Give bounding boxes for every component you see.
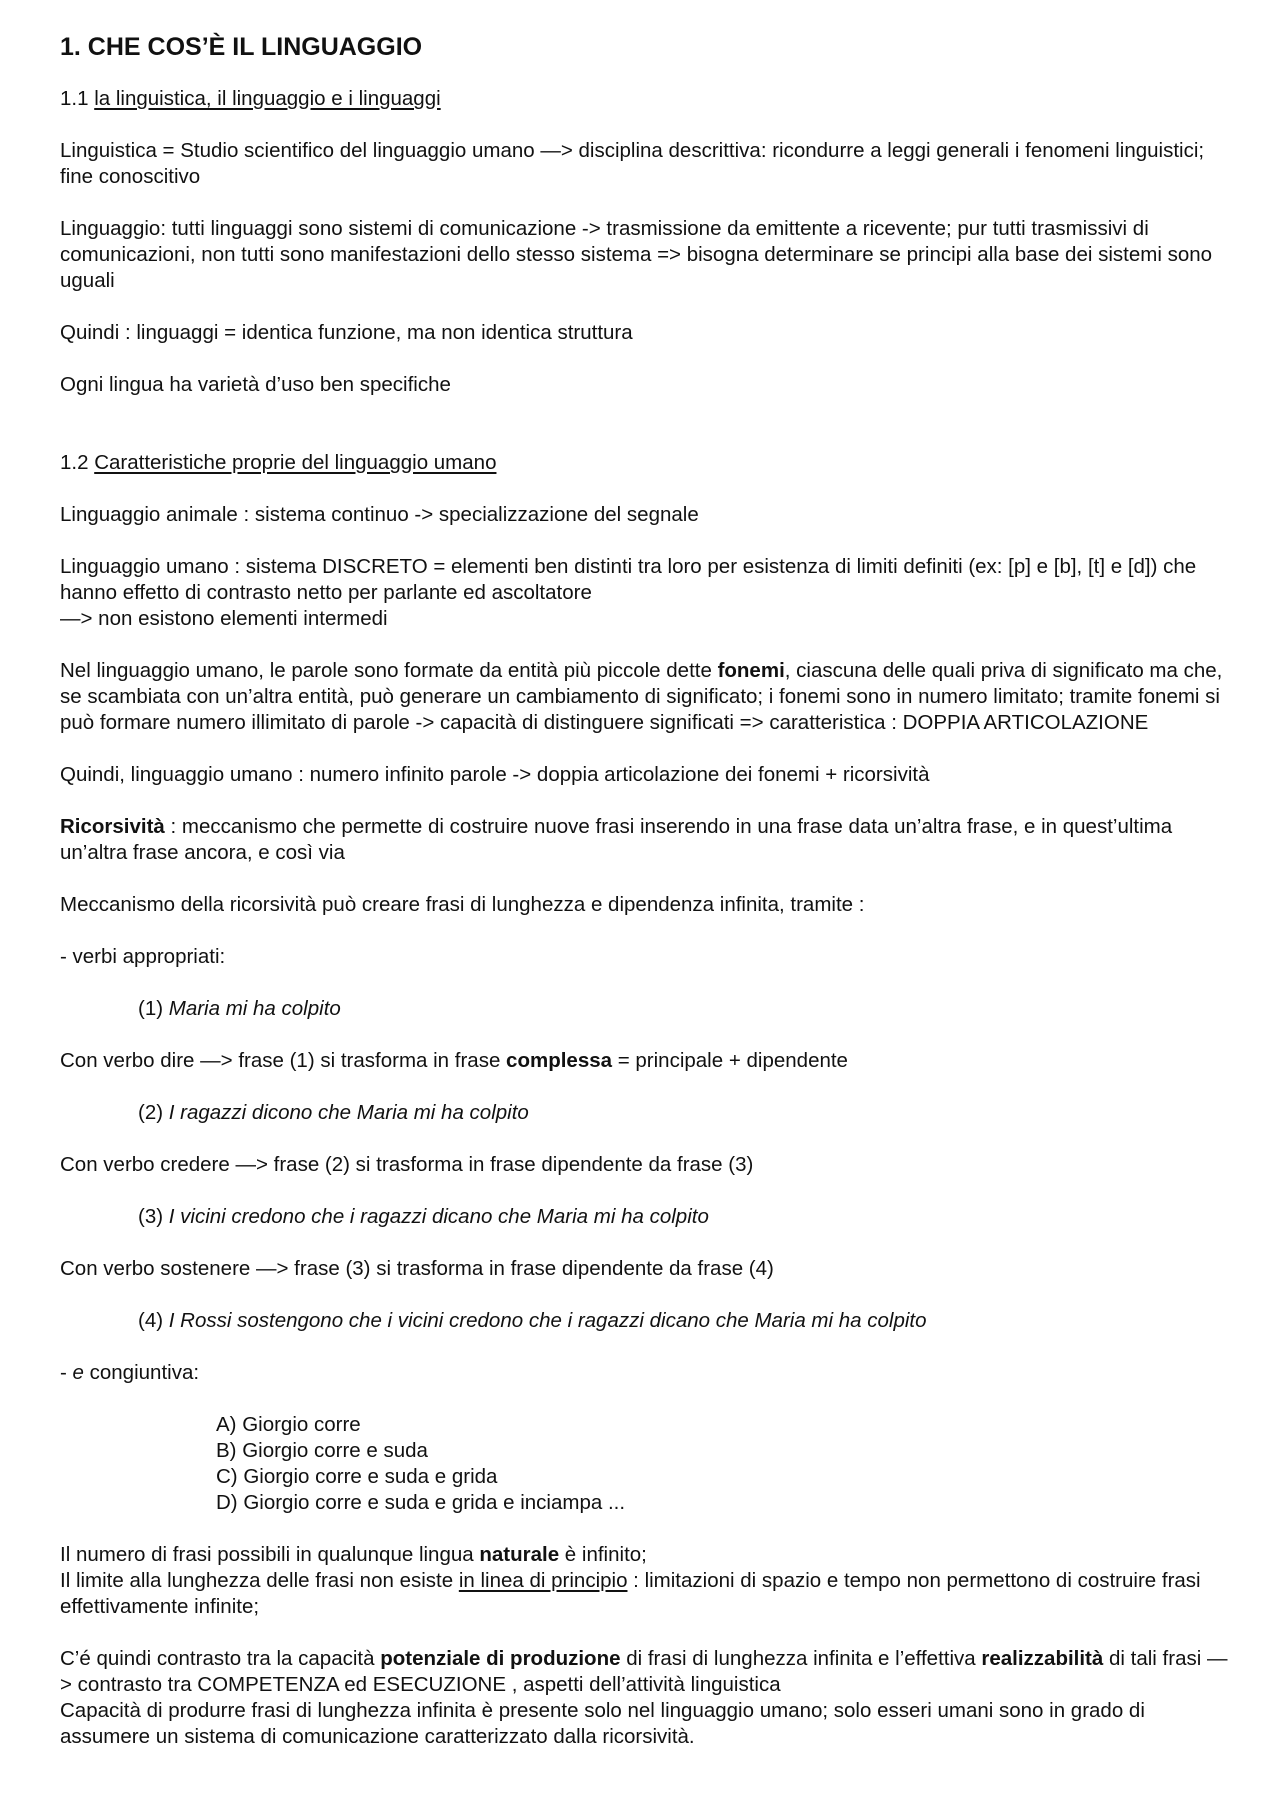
text-run: C’é quindi contrasto tra la capacità [60,1647,381,1670]
paragraph-varieta: Ogni lingua ha varietà d’uso ben specifiche [60,373,451,396]
text-run: congiuntiva: [83,1361,200,1384]
bold-term: complessa [506,1049,613,1072]
section-heading-1-2 [60,450,1230,476]
text-run: Il numero di frasi possibili in qualunque lingua [60,1543,480,1566]
italic-term: e [72,1361,84,1384]
paragraph-animale: Linguaggio animale : sistema continuo -> specializzazione del segnale [60,503,699,526]
paragraph-umano [60,554,1230,632]
example-text: Maria mi ha colpito [168,997,341,1020]
section-number: 1.1 [60,87,95,110]
paragraph-conclusione [60,1646,1230,1750]
example-3 [60,1204,1230,1230]
paragraph-capacita: Capacità di produrre frasi di lunghezza infinita è presente solo nel linguaggio umano; solo esseri umani sono in grado di assumere un sistema di comunicazione caratterizzato dalla ricorsività. [60,1699,1145,1748]
paragraph-limite [60,1568,1230,1620]
bold-term: naturale [479,1543,560,1566]
text-run: : meccanismo che permette di costruire nuove frasi inserendo in una frase data un’altra frase, e in quest’ultima un’altra frase ancora, e così via [60,815,1173,864]
text-run: di tali frasi —> contrasto tra COMPETENZA ed ESECUZIONE , aspetti dell’attività linguistica [60,1647,1228,1696]
text-run: è infinito; [559,1543,647,1566]
text-run: - [60,1361,73,1384]
example-text: I vicini credono che i ragazzi dicano che Maria mi ha colpito [168,1205,709,1228]
list-item: D) Giorgio corre e suda e grida e inciampa ... [216,1491,626,1514]
paragraph-sostenere: Con verbo sostenere —> frase (3) si trasforma in frase dipendente da frase (4) [60,1257,774,1280]
example-2 [60,1100,1230,1126]
text-run: Con verbo dire —> frase (1) si trasforma in frase [60,1049,507,1072]
text-run: , ciascuna delle quali priva di significato ma che, se scambiata con un’altra entità, può generare un cambiamento di significato; i fonemi sono in numero limitato; tramite fonemi si può formare numero illimitato di parole -> capacità di distinguere significati => caratteristica : DOPPIA ARTICOLAZIONE [60,659,1223,734]
example-number: (2) [138,1101,169,1124]
example-list [60,1412,1230,1516]
paragraph-credere: Con verbo credere —> frase (2) si trasforma in frase dipendente da frase (3) [60,1153,754,1176]
bold-term: potenziale di produzione [380,1647,621,1670]
paragraph-fonemi [60,658,1230,736]
example-text: I Rossi sostengono che i vicini credono che i ragazzi dicano che Maria mi ha colpito [168,1309,927,1332]
paragraph-linguistica: Linguistica = Studio scientifico del linguaggio umano —> disciplina descrittiva: ricondurre a leggi generali i fenomeni linguistici; fine conoscitivo [60,139,1205,188]
bold-term: realizzabilità [981,1647,1104,1670]
text-run: Nel linguaggio umano, le parole sono formate da entità più piccole dette [60,659,718,682]
paragraph-naturale [60,1542,1230,1568]
section-title: Caratteristiche proprie del linguaggio umano [94,451,497,474]
paragraph-quindi: Quindi : linguaggi = identica funzione, ma non identica struttura [60,321,633,344]
paragraph-contrasto [60,1646,1230,1698]
list-item: B) Giorgio corre e suda [216,1439,428,1462]
example-text: I ragazzi dicono che Maria mi ha colpito [168,1101,529,1124]
text-run: = principale + dipendente [612,1049,848,1072]
text-run: di frasi di lunghezza infinita e l’effettiva [620,1647,982,1670]
text-run: Il limite alla lunghezza delle frasi non esiste [60,1569,459,1592]
example-number: (1) [138,997,169,1020]
page-title: 1. CHE COS’È IL LINGUAGGIO [60,33,423,61]
list-item: C) Giorgio corre e suda e grida [216,1465,498,1488]
bold-term: Ricorsività [60,815,165,838]
text-run: : limitazioni di spazio e tempo non permettono di costruire frasi effettivamente infinite; [60,1569,1201,1618]
paragraph-dire [60,1048,1230,1074]
paragraph-umano-note: —> non esistono elementi intermedi [60,607,388,630]
paragraph-ricorsivita [60,814,1230,866]
underlined-term: in linea di principio [458,1569,628,1592]
example-1 [60,996,1230,1022]
paragraph-quindi-umano: Quindi, linguaggio umano : numero infinito parole -> doppia articolazione dei fonemi + ricorsività [60,763,930,786]
example-number: (4) [138,1309,169,1332]
paragraph-congiuntiva [60,1360,1230,1386]
section-number: 1.2 [60,451,95,474]
example-number: (3) [138,1205,169,1228]
paragraph-numero-frasi [60,1542,1230,1620]
section-title: la linguistica, il linguaggio e i linguaggi [94,87,441,110]
section-heading-1-1 [60,86,1230,112]
list-item: A) Giorgio corre [216,1413,361,1436]
bold-term: fonemi [717,659,785,682]
paragraph-umano-text: Linguaggio umano : sistema DISCRETO = elementi ben distinti tra loro per esistenza di limiti definiti (ex: [p] e [b], [t] e [d]) che hanno effetto di contrasto netto per parlante ed ascoltatore [60,555,1197,604]
document-page [60,28,1230,1750]
paragraph-verbi: - verbi appropriati: [60,945,226,968]
paragraph-linguaggio: Linguaggio: tutti linguaggi sono sistemi di comunicazione -> trasmissione da emittente a ricevente; pur tutti trasmissivi di comunicazioni, non tutti sono manifestazioni dello stesso sistema => bisogna determinare se principi alla base dei sistemi sono uguali [60,217,1213,292]
example-4 [60,1308,1230,1334]
paragraph-meccanismo: Meccanismo della ricorsività può creare frasi di lunghezza e dipendenza infinita, tramite : [60,893,865,916]
